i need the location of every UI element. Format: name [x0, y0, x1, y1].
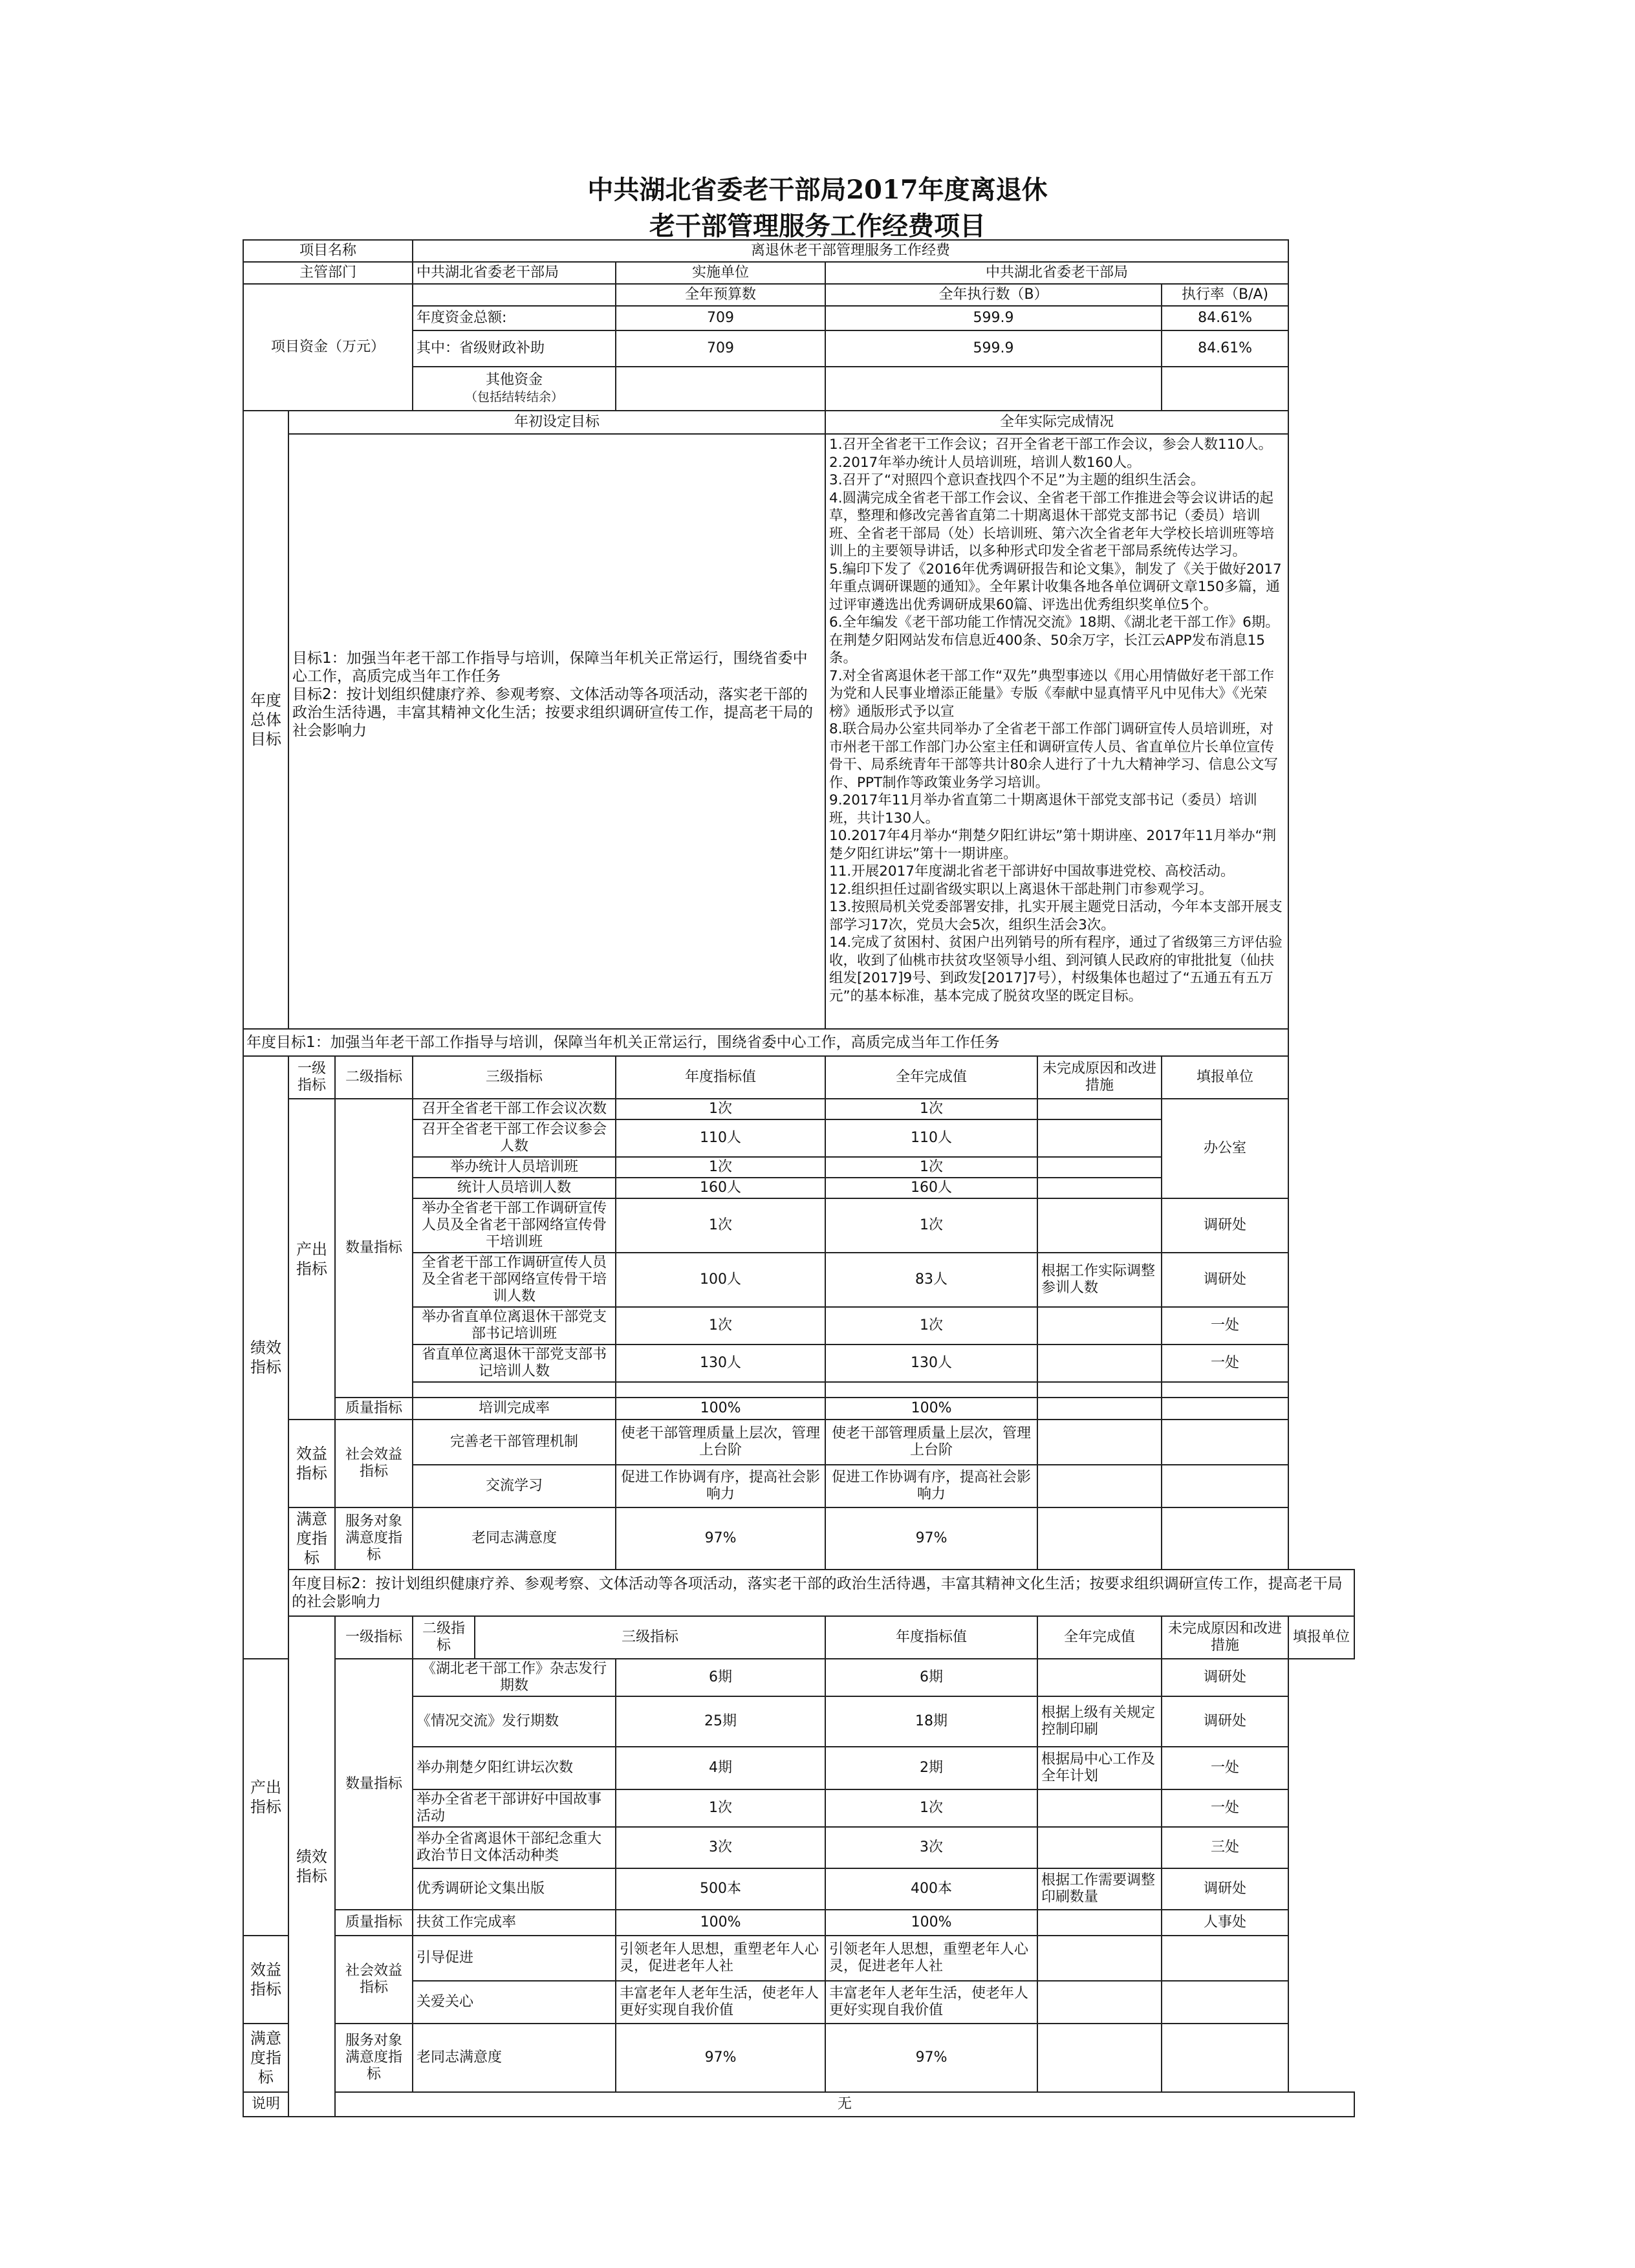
goal2-quality-unit: 人事处: [1162, 1910, 1288, 1936]
goal2-qty-reason: [1037, 1827, 1162, 1868]
goal2-qty-name: 《情况交流》发行期数: [413, 1696, 616, 1747]
goal1-qty-actual: 1次: [825, 1157, 1037, 1178]
goal2-h-lvl2: 二级指标: [413, 1616, 475, 1659]
funds-total-rate: 84.61%: [1162, 306, 1288, 330]
goal2-satisfaction-reason: [1037, 2024, 1162, 2092]
goal1-social-actual: 使老干部管理质量上层次，管理上台阶: [825, 1420, 1037, 1465]
funds-other-sub: （包括结转结余）: [465, 390, 564, 404]
goal2-sub-quantity: 数量指标: [335, 1659, 413, 1910]
goal1-qty-name: 举办全省老干部工作调研宣传人员及全省老干部网络宣传骨干培训班: [413, 1198, 616, 1253]
goal2-qty-unit: 调研处: [1162, 1868, 1288, 1910]
goal2-qty-unit: 一处: [1162, 1747, 1288, 1789]
goal2-social-unit: [1162, 1981, 1288, 2024]
project-table: [243, 239, 1355, 2117]
goal1-qty-reason: [1037, 1099, 1162, 1119]
goal2-h-lvl1: 一级指标: [335, 1616, 413, 1659]
goal1-quality-unit: [1162, 1398, 1288, 1420]
funds-col-budget: 全年预算数: [616, 284, 825, 306]
goal1-cat-benefit: 效益指标: [288, 1420, 335, 1507]
goal2-social-name: 引导促进: [413, 1936, 616, 1981]
goal1-qty-spacer: [1037, 1382, 1162, 1398]
goal2-perf-label: 绩效指标: [288, 1616, 335, 2117]
goal1-qty-target: 1次: [616, 1198, 825, 1253]
goal1-qty-target: 160人: [616, 1178, 825, 1198]
goal1-h-lvl2: 二级指标: [335, 1056, 413, 1099]
goal1-satisfaction-unit: [1162, 1507, 1288, 1570]
goal1-sub-quality: 质量指标: [335, 1398, 413, 1420]
goal1-qty-reason: [1037, 1119, 1162, 1157]
done-item: 6.全年编发《老干部功能工作情况交流》18期、《湖北老干部工作》6期。在荆楚夕阳网站发布信息近400条、50余万字，长江云APP发布消息15条。: [829, 614, 1279, 666]
impl: 中共湖北省委老干部局: [825, 262, 1288, 284]
goal1-qty-actual: 110人: [825, 1119, 1037, 1157]
goal2-qty-reason: [1037, 1659, 1162, 1696]
goal1-satisfaction-name: 老同志满意度: [413, 1507, 616, 1570]
goal2-qty-actual: 18期: [825, 1696, 1037, 1747]
goal1-qty-target: 1次: [616, 1307, 825, 1345]
done-item: 7.对全省离退休老干部工作“双先”典型事迹以《用心用情做好老干部工作 为党和人民事业增添正能量》专版《奉献中显真情平凡中见伟大》《光荣榜》通版形式予以宣: [829, 667, 1274, 720]
goal1-social-actual: 促进工作协调有序，提高社会影响力: [825, 1465, 1037, 1507]
funds-other-budget: [616, 367, 825, 411]
funds-total-budget: 709: [616, 306, 825, 330]
goal2-qty-name: 举办全省离退休干部纪念重大政治节日文体活动种类: [413, 1827, 616, 1868]
overall-label: 年度总体目标: [243, 411, 288, 1029]
dept: 中共湖北省委老干部局: [413, 262, 616, 284]
funds-name-col: [413, 284, 616, 306]
title-line-2: 老干部管理服务工作经费项目: [649, 211, 986, 241]
done-item: 11.开展2017年度湖北省老干部讲好中国故事进党校、高校活动。: [829, 863, 1235, 880]
goal1-qty-reason: 根据工作实际调整参训人数: [1037, 1253, 1162, 1307]
goal2-qty-target: 25期: [616, 1696, 825, 1747]
goal2-sub-social: 社会效益指标: [335, 1936, 413, 2024]
done-item: 9.2017年11月举办省直第二十期离退休干部党支部书记（委员）培训班，共计130人。: [829, 792, 1257, 826]
goal2-qty-name: 举办全省老干部讲好中国故事活动: [413, 1789, 616, 1827]
goal2-social-reason: [1037, 1981, 1162, 2024]
goal2-qty-target: 1次: [616, 1789, 825, 1827]
funds-total-exec: 599.9: [825, 306, 1162, 330]
goal2-social-actual: 丰富老年人老年生活，使老年人更好实现自我价值: [825, 1981, 1037, 2024]
goal2-satisfaction-unit: [1162, 2024, 1288, 2092]
goal1-qty-actual: 83人: [825, 1253, 1037, 1307]
goal2-text: 年度目标2：按计划组织健康疗养、参观考察、文体活动等各项活动，落实老干部的政治生活待遇，丰富其精神文化生活；按要求组织调研宣传工作，提高老干局的社会影响力: [288, 1570, 1354, 1616]
goal2-qty-actual: 3次: [825, 1827, 1037, 1868]
goal1-qty-reason: [1037, 1157, 1162, 1178]
goal2-qty-reason: [1037, 1789, 1162, 1827]
done-item: 5.编印下发了《2016年优秀调研报告和论文集》，制发了《关于做好2017年重点调研课题的通知》。全年累计收集各地各单位调研文章150多篇，通过评审遴选出优秀调研成果60篇、评选出优秀组织奖单位5个。: [829, 561, 1282, 613]
goal1-qty-target: 130人: [616, 1345, 825, 1382]
goal1-qty-actual: 130人: [825, 1345, 1037, 1382]
goal2-social-reason: [1037, 1936, 1162, 1981]
goal2-h-target: 年度指标值: [825, 1616, 1037, 1659]
goal2-qty-unit: 调研处: [1162, 1659, 1288, 1696]
goal2-satisfaction-actual: 97%: [825, 2024, 1037, 2092]
goal1-h-reason: 未完成原因和改进措施: [1037, 1056, 1162, 1099]
goal2-sub-quality: 质量指标: [335, 1910, 413, 1936]
goal1-qty-target: 1次: [616, 1099, 825, 1119]
goal1-satisfaction-target: 97%: [616, 1507, 825, 1570]
goal1-h-lvl1: 一级指标: [288, 1056, 335, 1099]
goal1-qty-unit: 一处: [1162, 1345, 1288, 1382]
goal1-qty-spacer: [1162, 1382, 1288, 1398]
funds-provincial-rate: 84.61%: [1162, 330, 1288, 367]
goal2-qty-unit: 调研处: [1162, 1696, 1288, 1747]
dept-label: 主管部门: [243, 262, 413, 284]
goal1-cat-satisfaction: 满意度指标: [288, 1507, 335, 1570]
goal2-cat-output: 产出指标: [243, 1659, 288, 1936]
goal1-qty-unit: 一处: [1162, 1307, 1288, 1345]
goal1-quality-reason: [1037, 1398, 1162, 1420]
goal2-qty-target: 4期: [616, 1747, 825, 1789]
goal1-qty-reason: [1037, 1178, 1162, 1198]
goal1-qty-target: 110人: [616, 1119, 825, 1157]
goal1-qty-unit: 调研处: [1162, 1198, 1288, 1253]
goal1-qty-spacer: [413, 1382, 616, 1398]
goal1-h-target: 年度指标值: [616, 1056, 825, 1099]
goal2-qty-target: 3次: [616, 1827, 825, 1868]
goal1-social-name: 交流学习: [413, 1465, 616, 1507]
funds-col-exec: 全年执行数（B）: [825, 284, 1162, 306]
goal2-h-reason: 未完成原因和改进措施: [1162, 1616, 1288, 1659]
goal2-satisfaction-name: 老同志满意度: [413, 2024, 616, 2092]
goal1-qty-name: 全省老干部工作调研宣传人员及全省老干部网络宣传骨干培训人数: [413, 1253, 616, 1307]
project-sheet: [243, 239, 1355, 2117]
goal2-sub-service: 服务对象满意度指标: [335, 2024, 413, 2092]
goal1-social-target: 促进工作协调有序，提高社会影响力: [616, 1465, 825, 1507]
goal2-qty-actual: 1次: [825, 1789, 1037, 1827]
impl-label: 实施单位: [616, 262, 825, 284]
goal1-social-target: 使老干部管理质量上层次，管理上台阶: [616, 1420, 825, 1465]
funds-provincial-exec: 599.9: [825, 330, 1162, 367]
goal1-quality-target: 100%: [616, 1398, 825, 1420]
goal2-social-unit: [1162, 1936, 1288, 1981]
goal1-h-unit: 填报单位: [1162, 1056, 1288, 1099]
goal2-h-lvl3: 三级指标: [475, 1616, 825, 1659]
goal1-sub-service: 服务对象满意度指标: [335, 1507, 413, 1570]
goal2-cat-satisfaction: 满意度指标: [243, 2024, 288, 2092]
goal1-unit-office: 办公室: [1162, 1099, 1288, 1198]
goal2-quality-actual: 100%: [825, 1910, 1037, 1936]
goal2-qty-actual: 6期: [825, 1659, 1037, 1696]
funds-other-rate: [1162, 367, 1288, 411]
funds-col-rate: 执行率（B/A): [1162, 284, 1288, 306]
done-item: 13.按照局机关党委部署安排，扎实开展主题党日活动，今年本支部开展支部学习17次，党员大会5次，组织生活会3次。: [829, 899, 1283, 933]
goal1-qty-name: 召开全省老干部工作会议次数: [413, 1099, 616, 1119]
goal1-qty-actual: 1次: [825, 1099, 1037, 1119]
goal1-qty-actual: 1次: [825, 1307, 1037, 1345]
overall-done-list: [825, 434, 1288, 1029]
funds-provincial-budget: 709: [616, 330, 825, 367]
goal2-social-target: 引领老年人思想，重塑老年人心灵，促进老年人社: [616, 1936, 825, 1981]
done-item: 8.联合局办公室共同举办了全省老干部工作部门调研宣传人员培训班，对市州老干部工作部门办公室主任和调研宣传人员、省直单位片长单位宣传骨干、局系统青年干部等共计80余人进行了十九大精神学习、信息公文写作、PPT制作等政策业务学习培训。: [829, 721, 1278, 791]
goal1-qty-reason: [1037, 1307, 1162, 1345]
goal2-qty-unit: 三处: [1162, 1827, 1288, 1868]
goal2-social-actual: 引领老年人思想，重塑老年人心灵，促进老年人社: [825, 1936, 1037, 1981]
funds-other-name: 其他资金: [486, 372, 543, 388]
goal1-qty-name: 召开全省老干部工作会议参会人数: [413, 1119, 616, 1157]
goal2-cat-benefit: 效益指标: [243, 1936, 288, 2024]
done-item: 3.召开了“对照四个意识查找四个不足”为主题的组织生活会。: [829, 472, 1205, 488]
goal2-qty-actual: 400本: [825, 1868, 1037, 1910]
goal1-social-reason: [1037, 1420, 1162, 1465]
goal1-h-actual: 全年完成值: [825, 1056, 1037, 1099]
done-item: 14.完成了贫困村、贫困户出列销号的所有程序，通过了省级第三方评估验收，收到了仙桃市扶贫攻坚领导小组、到河镇人民政府的审批批复（仙扶组发[2017]9号、到政发[2017]7号），村级集体也超过了“五通五有五万元”的基本标准，基本完成了脱贫攻坚的既定目标。: [829, 934, 1283, 1004]
goal1-text: 年度目标1：加强当年老干部工作指导与培训，保障当年机关正常运行，围绕省委中心工作，高质完成当年工作任务: [243, 1029, 1288, 1056]
goal1-sub-social: 社会效益指标: [335, 1420, 413, 1507]
goal2-qty-name: 优秀调研论文集出版: [413, 1868, 616, 1910]
goal2-h-unit: 填报单位: [1288, 1616, 1354, 1659]
goal1-social-name: 完善老干部管理机制: [413, 1420, 616, 1465]
project-name: 离退休老干部管理服务工作经费: [413, 240, 1288, 262]
goal2-qty-reason: 根据局中心工作及全年计划: [1037, 1747, 1162, 1789]
goal2-qty-target: 6期: [616, 1659, 825, 1696]
goal1-qty-target: 100人: [616, 1253, 825, 1307]
goal1-qty-name: 省直单位离退休干部党支部书记培训人数: [413, 1345, 616, 1382]
goal2-qty-reason: 根据工作需要调整印刷数量: [1037, 1868, 1162, 1910]
goal1-qty-unit: 调研处: [1162, 1253, 1288, 1307]
funds-other-exec: [825, 367, 1162, 411]
done-item: 1.召开全省老干工作会议；召开全省老干部工作会议，参会人数110人。: [829, 437, 1273, 453]
funds-row-total: 年度资金总额:: [413, 306, 616, 330]
note-label: 说明: [243, 2092, 288, 2117]
goal2-quality-name: 扶贫工作完成率: [413, 1910, 616, 1936]
goal1-social-unit: [1162, 1420, 1288, 1465]
overall-col-set: 年初设定目标: [288, 411, 825, 434]
done-item: 10.2017年4月举办“荆楚夕阳红讲坛”第十期讲座、2017年11月举办“荆楚夕阳红讲坛”第十一期讲座。: [829, 828, 1277, 862]
funds-row-provincial: 其中：省级财政补助: [413, 330, 616, 367]
funds-row-other: [413, 367, 616, 411]
overall-set-goal-text: 目标1：加强当年老干部工作指导与培训，保障当年机关正常运行，围绕省委中心工作，高质完成当年工作任务 目标2：按计划组织健康疗养、参观考察、文体活动等各项活动，落实老干部的政治生活待遇，丰富其精神文化生活；按要求组织调研宣传工作，提高老干局的社会影响力: [292, 650, 813, 739]
goal2-quality-reason: [1037, 1910, 1162, 1936]
done-item: 4.圆满完成全省老干部工作会议、全省老干部工作推进会等会议讲话的起草，整理和修改完善省直第二十期离退休干部党支部书记（委员）培训班、全省老干部局（处）长培训班、第六次全省老年大学校长培训班等培训上的主要领导讲话，以多种形式印发全省老干部局系统传达学习。: [829, 490, 1275, 559]
goal1-social-unit: [1162, 1465, 1288, 1507]
goal1-h-lvl3: 三级指标: [413, 1056, 616, 1099]
goal2-satisfaction-target: 97%: [616, 2024, 825, 2092]
goal1-qty-spacer: [616, 1382, 825, 1398]
goal1-perf-label: 绩效指标: [243, 1056, 288, 1659]
goal1-qty-actual: 1次: [825, 1198, 1037, 1253]
funds-label: 项目资金（万元）: [243, 284, 413, 411]
goal2-social-target: 丰富老年人老年生活，使老年人更好实现自我价值: [616, 1981, 825, 2024]
goal2-qty-actual: 2期: [825, 1747, 1037, 1789]
done-item: 12.组织担任过副省级实职以上离退休干部赴荆门市参观学习。: [829, 881, 1213, 898]
goal2-qty-unit: 一处: [1162, 1789, 1288, 1827]
note-value: 无: [335, 2092, 1354, 2117]
project-name-label: 项目名称: [243, 240, 413, 262]
goal2-h-actual: 全年完成值: [1037, 1616, 1162, 1659]
goal1-qty-actual: 160人: [825, 1178, 1037, 1198]
goal1-cat-output: 产出指标: [288, 1099, 335, 1420]
goal1-social-reason: [1037, 1465, 1162, 1507]
overall-col-done: 全年实际完成情况: [825, 411, 1288, 434]
goal1-quality-name: 培训完成率: [413, 1398, 616, 1420]
goal1-satisfaction-reason: [1037, 1507, 1162, 1570]
goal1-qty-name: 举办省直单位离退休干部党支部书记培训班: [413, 1307, 616, 1345]
goal2-qty-name: 举办荆楚夕阳红讲坛次数: [413, 1747, 616, 1789]
goal1-sub-quantity: 数量指标: [335, 1099, 413, 1398]
goal1-qty-spacer: [825, 1382, 1037, 1398]
goal2-qty-name: 《湖北老干部工作》杂志发行期数: [413, 1659, 616, 1696]
goal1-quality-actual: 100%: [825, 1398, 1037, 1420]
goal1-satisfaction-actual: 97%: [825, 1507, 1037, 1570]
goal1-qty-reason: [1037, 1345, 1162, 1382]
goal2-qty-reason: 根据上级有关规定控制印刷: [1037, 1696, 1162, 1747]
goal2-qty-target: 500本: [616, 1868, 825, 1910]
goal1-qty-reason: [1037, 1198, 1162, 1253]
goal1-qty-name: 举办统计人员培训班: [413, 1157, 616, 1178]
goal1-qty-name: 统计人员培训人数: [413, 1178, 616, 1198]
goal1-qty-target: 1次: [616, 1157, 825, 1178]
goal2-quality-target: 100%: [616, 1910, 825, 1936]
overall-set-goal: [288, 434, 825, 1029]
title-line-1: 中共湖北省委老干部局2017年度离退休: [587, 175, 1048, 205]
goal2-social-name: 关爱关心: [413, 1981, 616, 2024]
done-item: 2.2017年举办统计人员培训班，培训人数160人。: [829, 454, 1141, 471]
